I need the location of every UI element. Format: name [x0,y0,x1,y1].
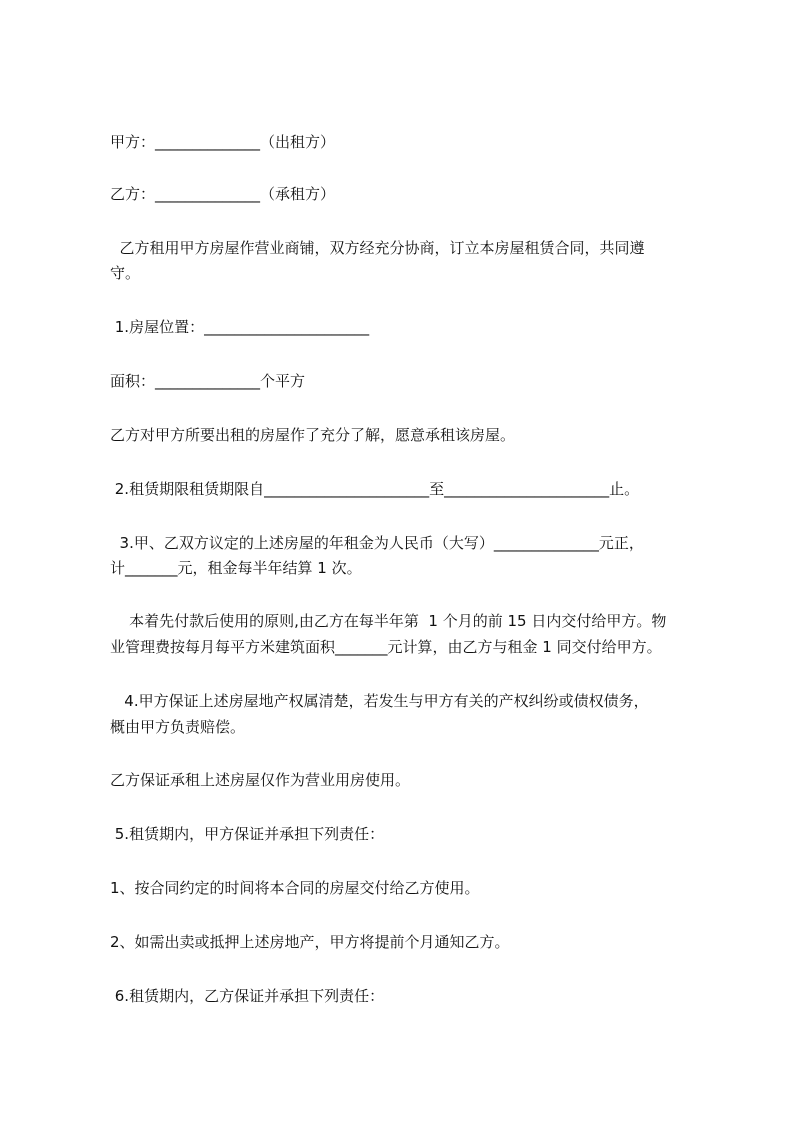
party-b-line: 乙方：______________（承租方） [110,185,336,203]
party-a-line: 甲方：______________（出租方） [110,133,336,151]
item4-line-1: 4.甲方保证上述房屋地产权属清楚，若发生与甲方有关的产权纠纷或债权债务， [110,692,649,710]
item3-rent-line-1: 3.甲、乙双方议定的上述房屋的年租金为人民币（大写）______________元正， [110,534,644,552]
item5-heading: 5.租赁期内，甲方保证并承担下列责任： [110,825,385,843]
intro-paragraph-line-2: 守。 [110,264,141,282]
payment-paragraph-line-1: 本着先付款后使用的原则,由乙方在每半年第 1 个月的前 15 日内交付给甲方。物 [110,612,667,630]
intro-paragraph-line-1: 乙方租用甲方房屋作营业商铺，双方经充分协商，订立本房屋租赁合同，共同遵 [110,239,645,257]
item1-area: 面积：______________个平方 [110,372,306,390]
item4-note: 乙方保证承租上述房屋仅作为营业用房使用。 [110,771,411,789]
payment-paragraph-line-2: 业管理费按每月每平方米建筑面积_______元计算，由乙方与租金 1 同交付给甲方。 [110,638,662,656]
item3-rent-line-2: 计_______元，租金每半年结算 1 次。 [110,559,362,577]
item1-location: 1.房屋位置：______________________ [110,318,370,336]
item1-note: 乙方对甲方所要出租的房屋作了充分了解，愿意承租该房屋。 [110,426,516,444]
item4-line-2: 概由甲方负责赔偿。 [110,718,246,736]
item5-clause-1: 1、按合同约定的时间将本合同的房屋交付给乙方使用。 [110,879,480,897]
item2-lease-term: 2.租赁期限租赁期限自______________________至______________________止。 [110,480,640,498]
item5-clause-2: 2、如需出卖或抵押上述房地产，甲方将提前个月通知乙方。 [110,933,510,951]
item6-heading: 6.租赁期内，乙方保证并承担下列责任： [110,987,385,1005]
